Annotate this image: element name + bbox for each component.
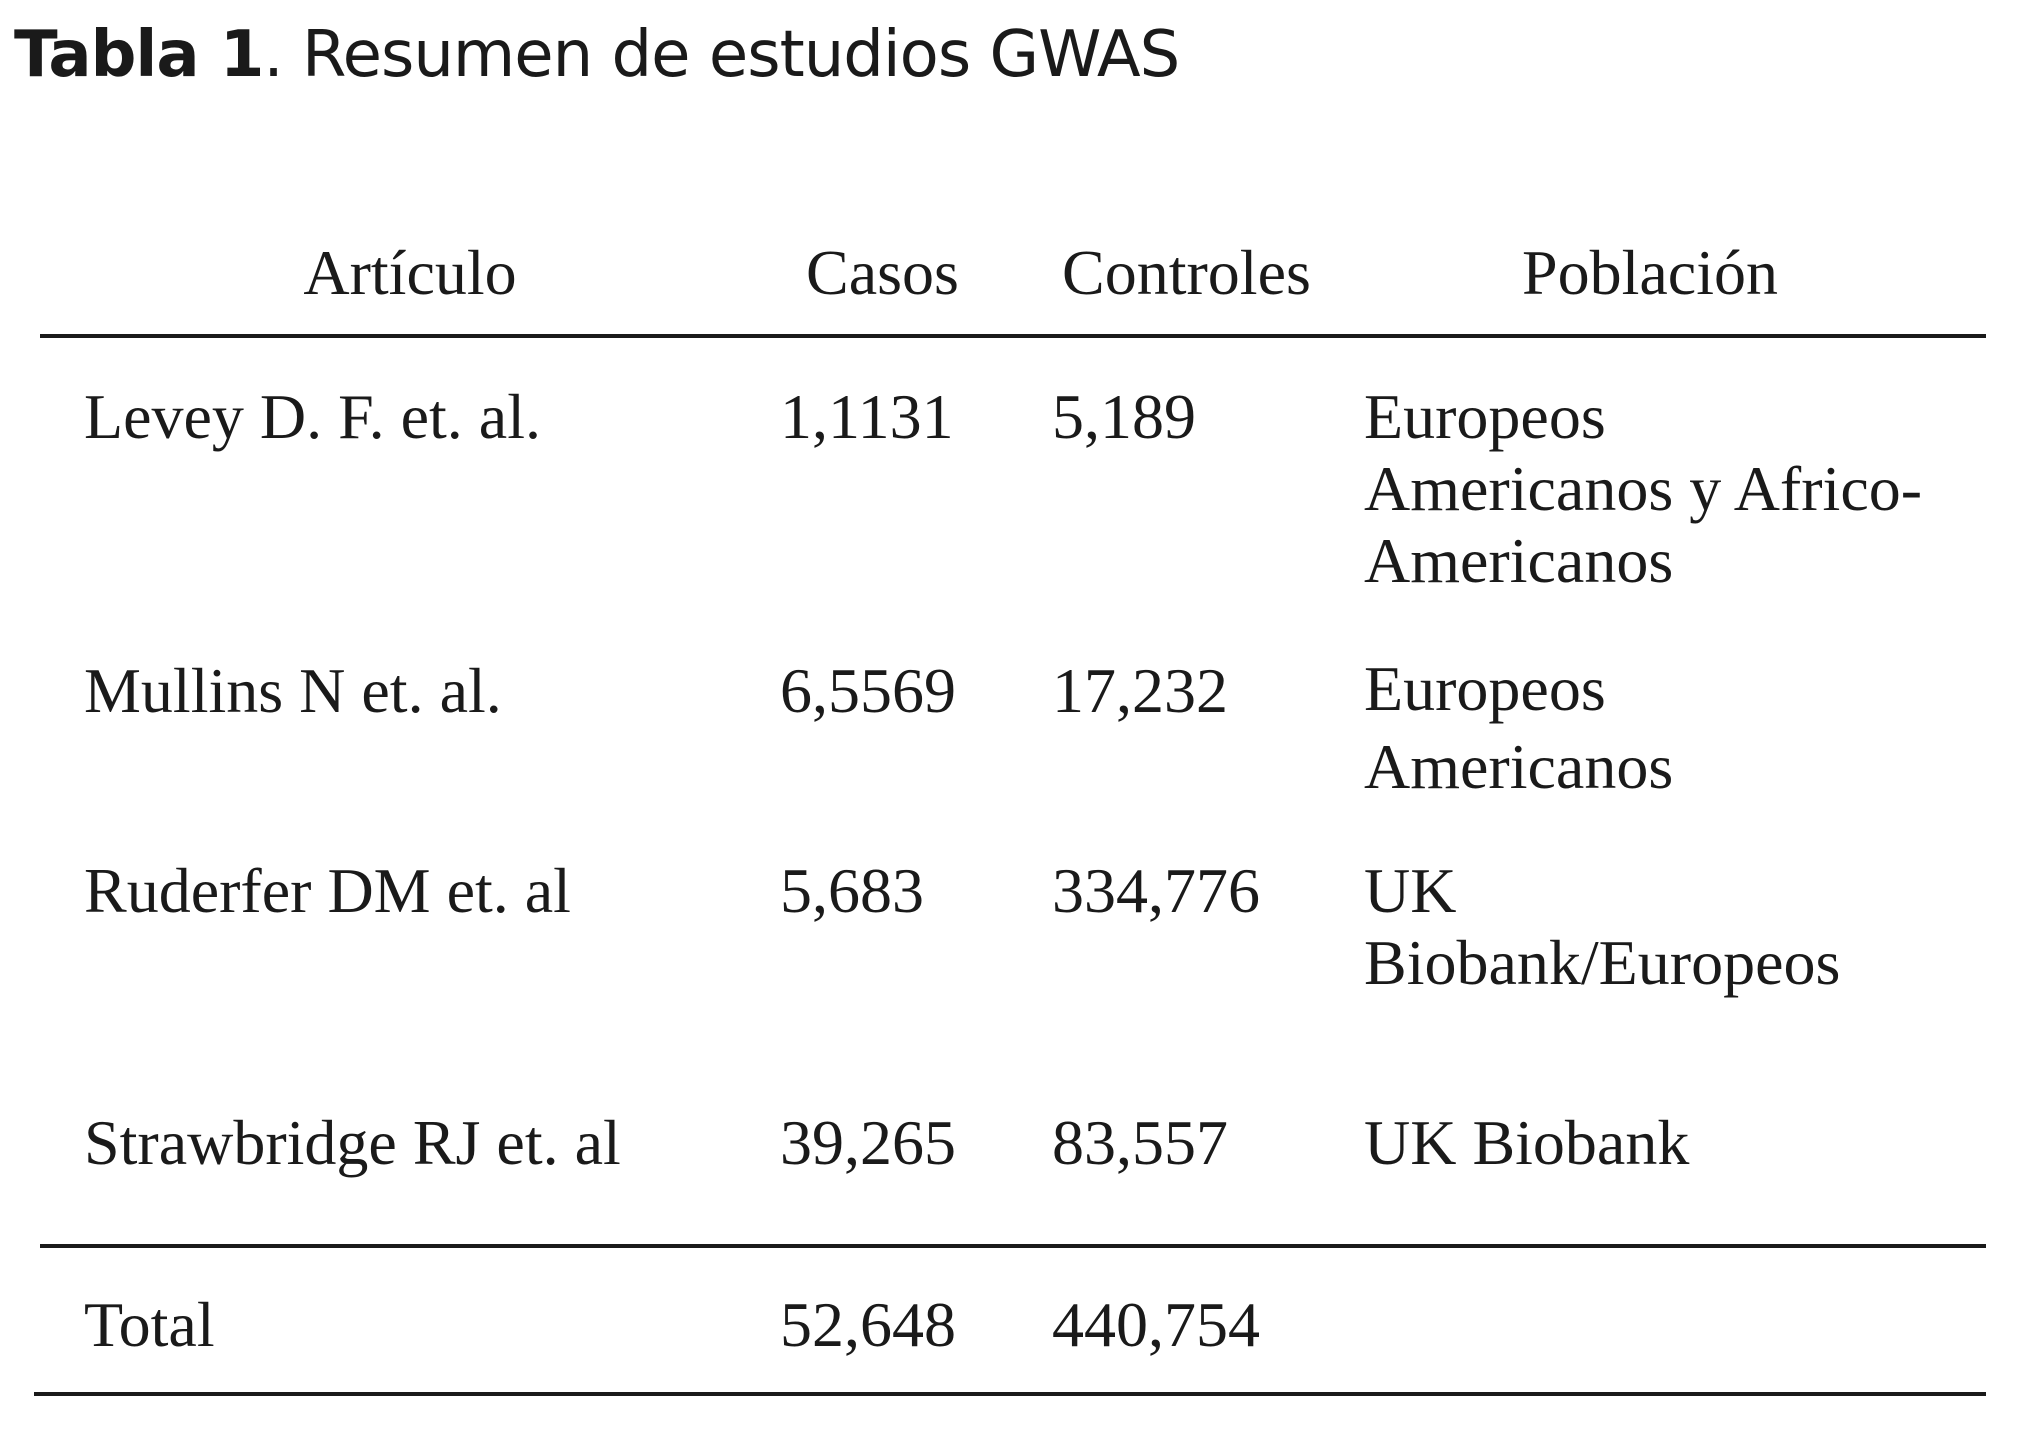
header-poblacion: Población: [1522, 237, 1778, 308]
header-rule: [40, 334, 1986, 338]
row-1-poblacion-line-2: Americanos y Africo-: [1364, 453, 1923, 524]
row-4-controles: 83,557: [1052, 1107, 1228, 1178]
header-casos: Casos: [806, 237, 959, 308]
body-rule: [40, 1244, 1986, 1248]
row-4-articulo: Strawbridge RJ et. al: [84, 1107, 621, 1178]
row-3-controles: 334,776: [1052, 855, 1260, 926]
row-1-poblacion-line-3: Americanos: [1364, 525, 1674, 596]
total-casos: 52,648: [780, 1289, 956, 1360]
row-1-controles: 5,189: [1052, 381, 1196, 452]
total-label: Total: [84, 1289, 215, 1360]
total-controles: 440,754: [1052, 1289, 1260, 1360]
row-2-poblacion-line-1: Europeos: [1364, 653, 1606, 724]
caption-title: Resumen de estudios GWAS: [282, 18, 1180, 92]
row-1-poblacion-line-1: Europeos: [1364, 381, 1606, 452]
bottom-rule: [34, 1392, 1986, 1396]
row-3-poblacion-line-2: Biobank/Europeos: [1364, 927, 1841, 998]
caption-label: Tabla 1: [14, 18, 264, 92]
row-2-poblacion-line-2: Americanos: [1364, 731, 1674, 802]
header-controles: Controles: [1062, 237, 1311, 308]
row-1-casos: 1,1131: [780, 381, 954, 452]
row-4-poblacion-line-1: UK Biobank: [1364, 1107, 1690, 1178]
row-2-articulo: Mullins N et. al.: [84, 655, 502, 726]
row-4-casos: 39,265: [780, 1107, 956, 1178]
caption-separator: .: [263, 18, 283, 92]
row-2-controles: 17,232: [1052, 655, 1228, 726]
row-2-casos: 6,5569: [780, 655, 956, 726]
row-1-articulo: Levey D. F. et. al.: [84, 381, 541, 452]
row-3-casos: 5,683: [780, 855, 924, 926]
table-caption: [14, 18, 1179, 92]
row-3-poblacion-line-1: UK: [1364, 855, 1457, 926]
row-3-articulo: Ruderfer DM et. al: [84, 855, 571, 926]
header-articulo: Artículo: [303, 237, 517, 308]
